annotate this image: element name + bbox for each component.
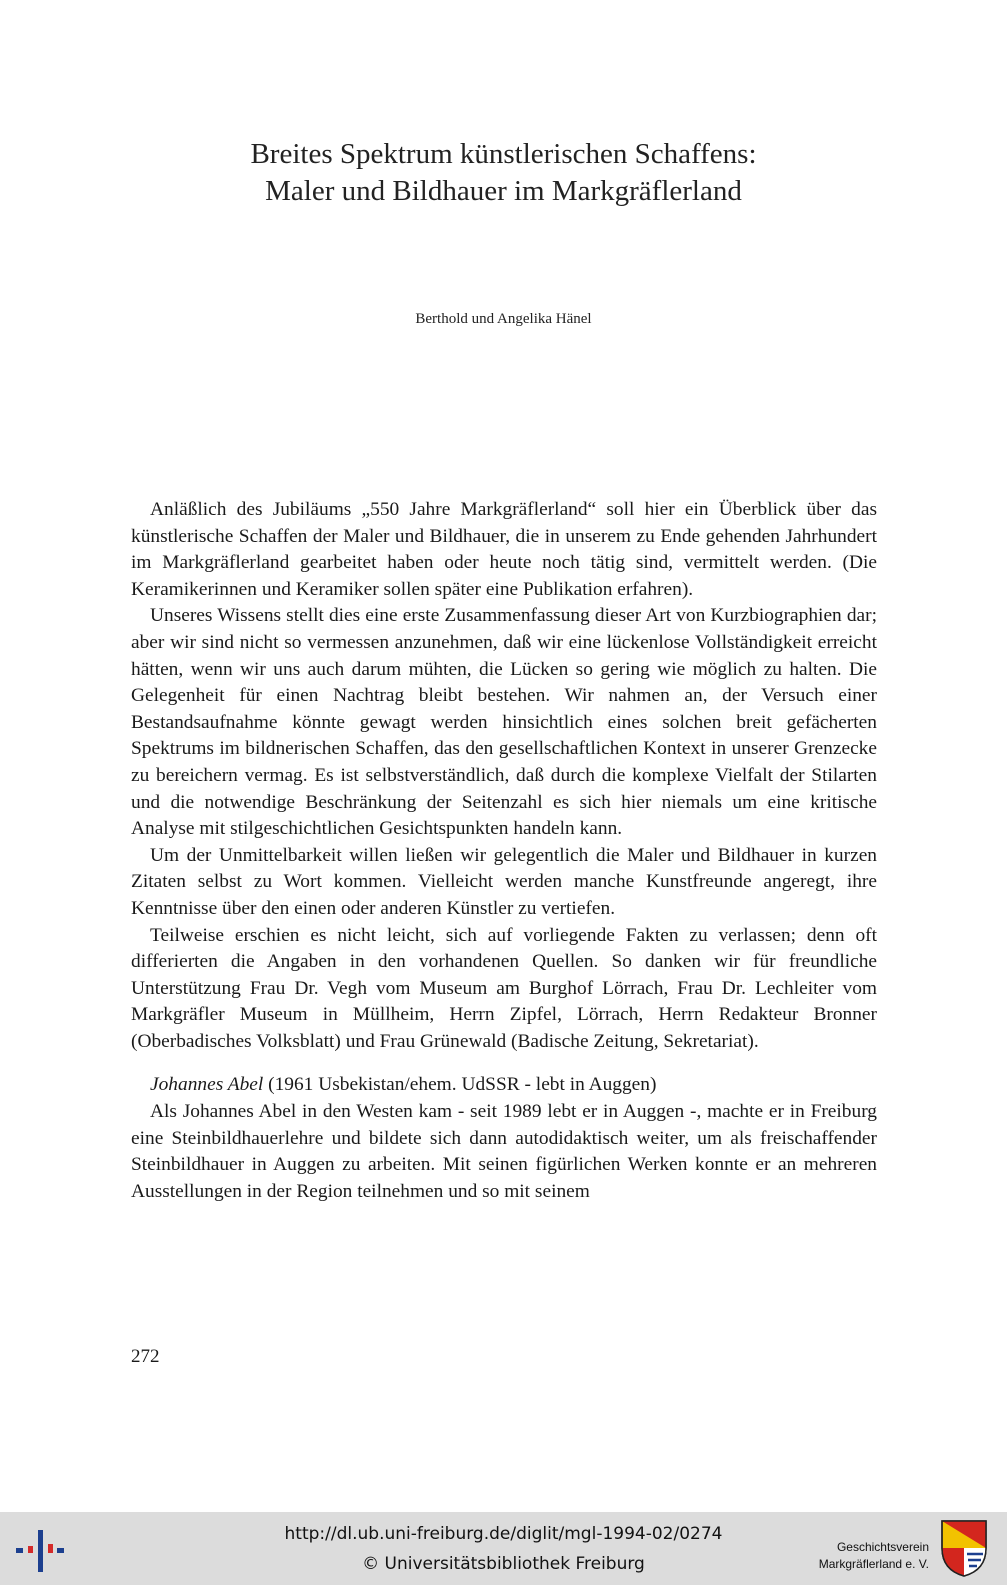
- page-number: 272: [131, 1346, 160, 1367]
- article-body: [131, 497, 877, 1205]
- entry-name: Johannes Abel: [150, 1074, 264, 1096]
- paragraph: Unseres Wissens stellt dies eine erste Zusammenfassung dieser Art von Kurzbiographien dar; aber wir sind nicht so vermessen anzunehmen, daß wir eine lückenlose Vollständigkeit erreicht hätten, wenn wir uns auch darum mühten, die Lücken so gering wie möglich zu halten. Die Gelegenheit für einen Nachtrag bleibt bestehen. Wir nahmen an, der Versuch einer Bestandsaufnahme könnte gewagt werden hinsichtlich eines solchen breit gefächerten Spektrums im bildnerischen Schaffen, das den gesellschaftlichen Kontext in unserer Grenzecke zu bereichern vermag. Es ist selbstverständlich, daß durch die komplexe Vielfalt der Stilarten und die notwendige Beschränkung der Seitenzahl es sich hier niemals um eine kritische Analyse mit stilgeschichtlichen Gesichtspunkten handeln kann.: [131, 605, 877, 840]
- entry-details: (1961 Usbekistan/ehem. UdSSR - lebt in Auggen): [263, 1074, 657, 1096]
- footer-bar: [0, 1512, 1007, 1585]
- paragraph: Anläßlich des Jubiläums „550 Jahre Markgräflerland“ soll hier ein Überblick über das künstlerische Schaffen der Maler und Bildhauer, die in unserem zu Ende gehenden Jahrhundert im Markgräflerland gearbeitet haben oder heute noch tätig sind, vermittelt werden. (Die Keramikerinnen und Keramiker sollen später eine Publikation erfahren).: [131, 499, 877, 600]
- society-name: [819, 1539, 929, 1573]
- society-line-2: Markgräflerland e. V.: [818, 1557, 929, 1571]
- paragraph: Teilweise erschien es nicht leicht, sich auf vorliegende Fakten zu verlassen; denn oft differierten die Angaben in den vorhandenen Quellen. So danken wir für freundliche Unterstützung Frau Dr. Vegh vom Museum am Burghof Lörrach, Frau Dr. Lechleiter vom Markgräfler Museum in Müllheim, Herrn Zipfel, Lörrach, Herrn Redakteur Bronner (Oberbadisches Volksblatt) und Frau Grünewald (Badische Zeitung, Sekretariat).: [131, 924, 877, 1052]
- author-line: Berthold und Angelika Hänel: [415, 311, 592, 327]
- coat-of-arms-icon: [939, 1518, 989, 1578]
- title-line-2: Maler und Bildhauer im Markgräflerland: [265, 175, 742, 207]
- paragraph: Um der Unmittelbarkeit willen ließen wir gelegentlich die Maler und Bildhauer in kurzen Zitaten selbst zu Wort kommen. Vielleicht werden manche Kunstfreunde angeregt, ihre Kenntnisse über den einen oder anderen Künstler zu vertiefen.: [131, 844, 877, 919]
- footer-url[interactable]: http://dl.ub.uni-freiburg.de/diglit/mgl-1994-02/0274: [284, 1524, 723, 1544]
- title-line-1: Breites Spektrum künstlerischen Schaffens:: [250, 138, 757, 170]
- footer-copyright: © Universitätsbibliothek Freiburg: [362, 1554, 645, 1574]
- entry-heading: [131, 1072, 877, 1099]
- entry-text: Als Johannes Abel in den Westen kam - seit 1989 lebt er in Auggen -, machte er in Freiburg eine Steinbildhauerlehre und bildete sich dann autodidaktisch weiter, um als freischaffender Steinbildhauer in Auggen zu arbeiten. Mit seinen figürlichen Werken konnte er an mehreren Ausstellungen in der Region teilnehmen und so mit seinem: [131, 1101, 877, 1202]
- page-title: [0, 136, 1007, 210]
- society-line-1: Geschichtsverein: [836, 1540, 929, 1554]
